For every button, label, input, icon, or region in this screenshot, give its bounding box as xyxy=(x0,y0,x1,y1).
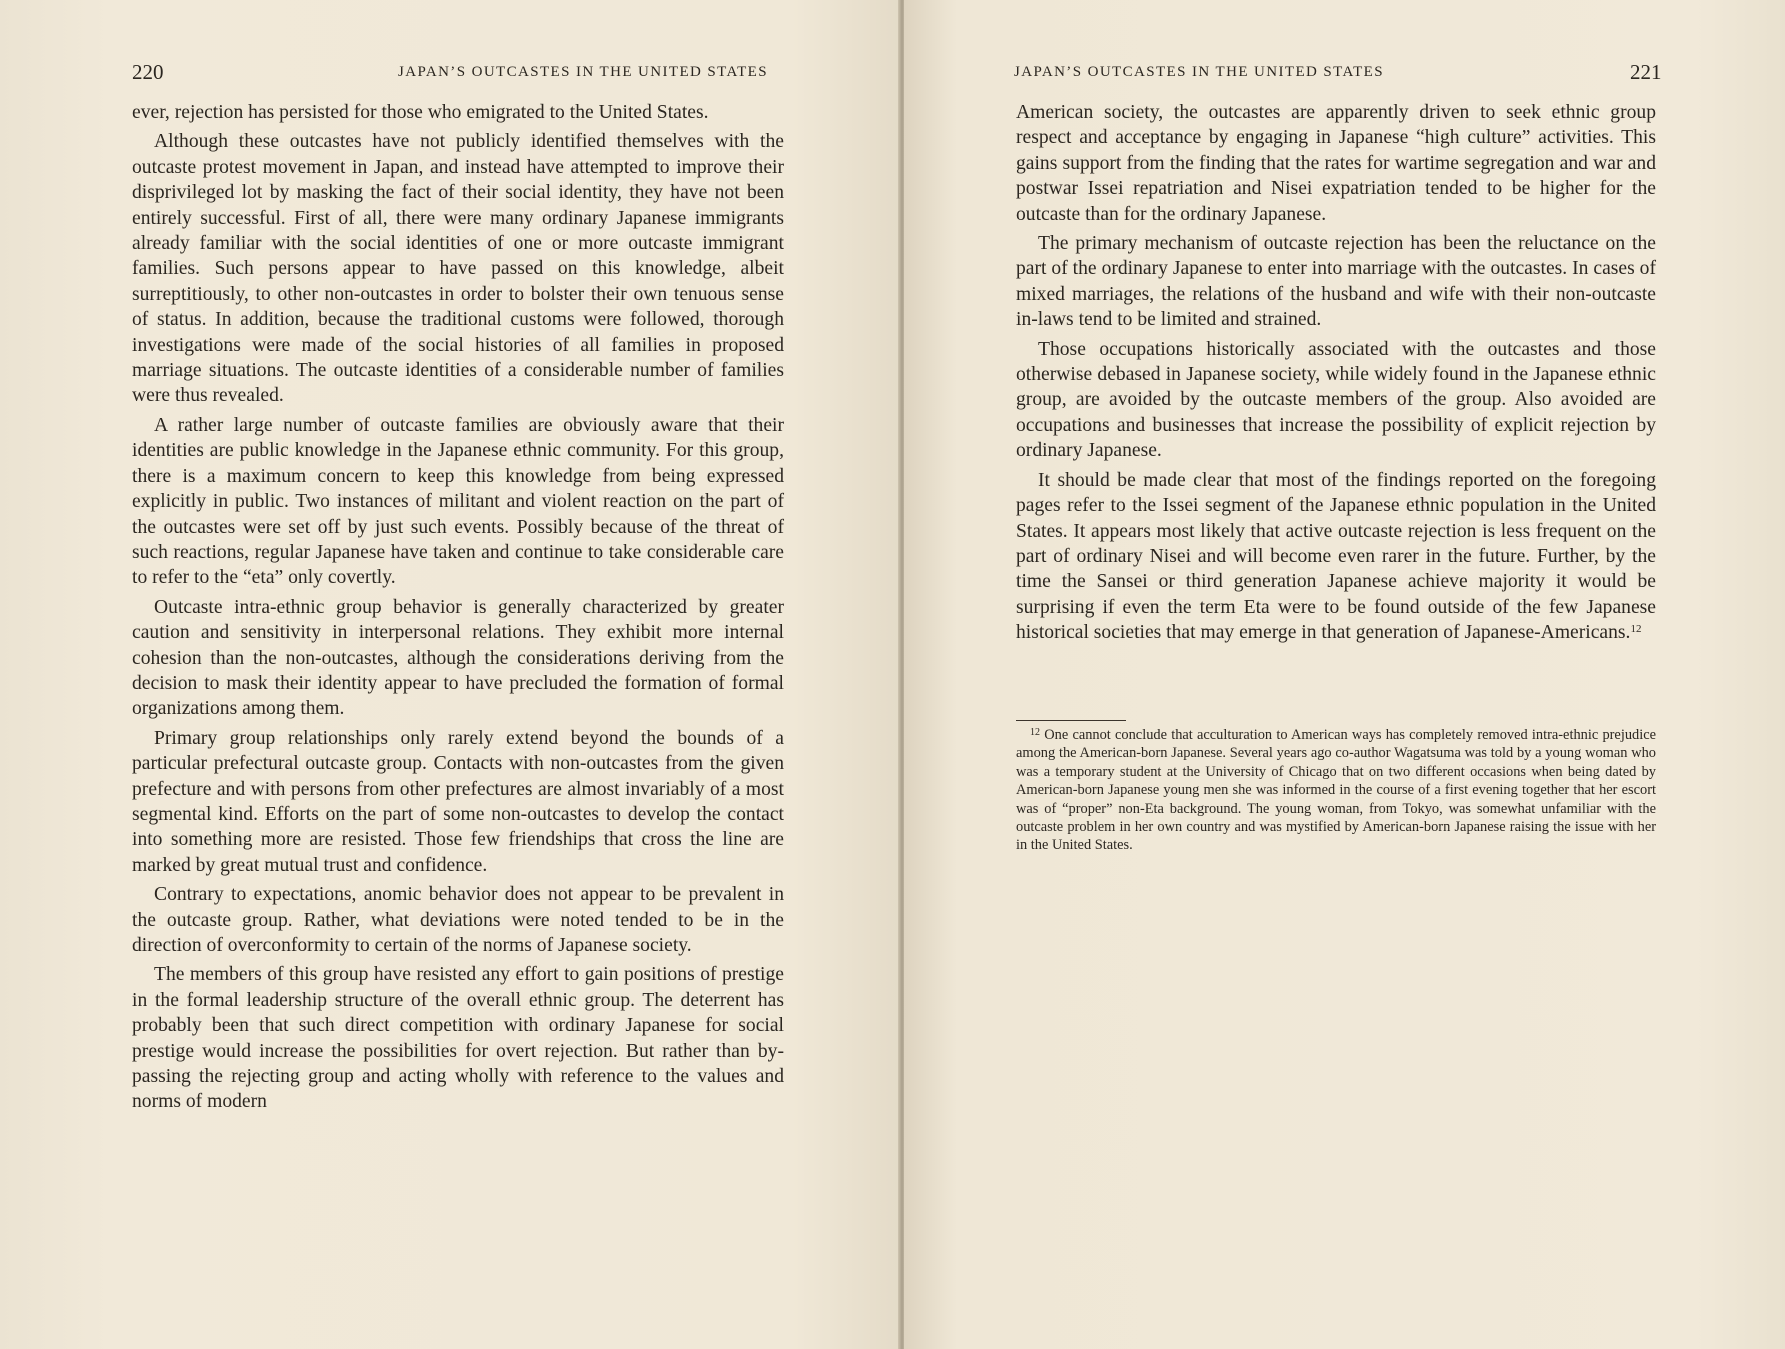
body-text xyxy=(1016,100,1656,650)
page-number: 221 xyxy=(1630,60,1662,84)
paragraph: Those occupations historically associated with the outcastes and those otherwise debased in Japanese society, while widely found in the Japanese ethnic group, are avoided by the outcaste members of the group. Also avoided are occupations and businesses that increase the possibility of explicit rejection by ordinary Japanese. xyxy=(1016,338,1656,462)
footnote-rule xyxy=(1016,720,1126,721)
paragraph: Outcaste intra-ethnic group behavior is generally characterized by greater caution and sensitivity in interpersonal relations. They exhibit more internal cohesion than the non-outcastes, although the considerations deriving from the decision to mask their identity appear to have precluded the formation of formal organizations among them. xyxy=(132,596,784,720)
footnote-marker: 12 xyxy=(1030,727,1040,738)
paragraph: A rather large number of outcaste families are obviously aware that their identities are public knowledge in the Japanese ethnic community. For this group, there is a maximum concern to keep this knowledge from being expressed explicitly in public. Two instances of militant and violent reaction on the part of the outcastes were set off by just such events. Possibly because of the threat of such reactions, regular Japanese have taken and continue to take considerable care to refer to the “eta” only covertly. xyxy=(132,414,784,589)
paragraph: American society, the outcastes are apparently driven to seek ethnic group respect and acceptance by engaging in Japanese “high culture” activities. This gains support from the finding that the rates for wartime segregation and war and postwar Issei repatriation and Nisei expatriation tended to be higher for the outcaste than for the ordinary Japanese. xyxy=(1016,102,1656,225)
running-head: JAPAN’S OUTCASTES IN THE UNITED STATES xyxy=(1014,64,1384,80)
paragraph: Primary group relationships only rarely extend beyond the bounds of a particular prefectural outcaste group. Contacts with non-outcastes from the given prefecture and with persons from other prefectures are almost invariably of a most segmental kind. Efforts on the part of some non-outcastes to develop the contact into something more are resisted. Those few friendships that cross the line are marked by great mutual trust and confidence. xyxy=(132,727,784,876)
page-number: 220 xyxy=(132,60,164,84)
running-head: JAPAN’S OUTCASTES IN THE UNITED STATES xyxy=(398,64,768,80)
paragraph: The members of this group have resisted any effort to gain positions of prestige in the formal leadership structure of the overall ethnic group. The deterrent has probably been that such direct competition with ordinary Japanese for social prestige would increase the possibilities for overt rejection. But rather than by-passing the rejecting group and acting wholly with reference to the values and norms of modern xyxy=(132,964,784,1113)
footnote xyxy=(1016,724,1656,855)
paragraph: It should be made clear that most of the findings reported on the foregoing pages refer to the Issei segment of the Japanese ethnic population in the United States. It appears most likely that active outcaste rejection is less frequent on the part of ordinary Nisei and will become even rarer in the future. Further, by the time the Sansei or third generation Japanese achieve majority it would be surprising if even the term Eta were to be found outside of the few Japanese historical societies that may emerge in that generation of Japanese-Americans.$^{12}$ xyxy=(1016,469,1656,644)
footnote-reference: 12 xyxy=(1630,623,1642,636)
paragraph: ever, rejection has persisted for those who emigrated to the United States. xyxy=(132,102,709,123)
paragraph: Contrary to expectations, anomic behavior does not appear to be prevalent in the outcaste group. Rather, what deviations were noted tended to be in the direction of overconformity to certain of the norms of Japanese society. xyxy=(132,884,784,956)
right-page xyxy=(904,0,1785,1349)
footnote-paragraph xyxy=(1016,724,1656,855)
paragraph: The primary mechanism of outcaste rejection has been the reluctance on the part of the ordinary Japanese to enter into marriage with the outcastes. In cases of mixed marriages, the relations of the husband and wife with their non-outcaste in-laws tend to be limited and strained. xyxy=(1016,233,1656,331)
paragraph: Although these outcastes have not publicly identified themselves with the outcaste protest movement in Japan, and instead have attempted to improve their disprivileged lot by masking the fact of their social identity, they have not been entirely successful. First of all, there were many ordinary Japanese immigrants already familiar with the social identities of one or more outcaste immigrant families. Such persons appear to have passed on this knowledge, albeit surreptitiously, to other non-outcastes in order to bolster their own tenuous sense of status. In addition, because the traditional customs were followed, thorough investigations were made of the social histories of all families in proposed marriage situations. The outcaste identities of a considerable number of families were thus revealed. xyxy=(132,131,784,407)
body-text xyxy=(132,100,784,1119)
footnote-text: One cannot conclude that acculturation to American ways has completely removed intra-ethnic prejudice among the American-born Japanese. Several years ago co-author Wagatsuma was told by a young woman who was a temporary student at the University of Chicago that on two different occasions when being dated by American-born Japanese young men she was informed in the course of a first evening together that her escort was of “proper” non-Eta background. The young woman, from Tokyo, was somewhat unfamiliar with the outcaste problem in her own country and was mystified by American-born Japanese raising the issue with her in the United States. xyxy=(1016,727,1656,854)
